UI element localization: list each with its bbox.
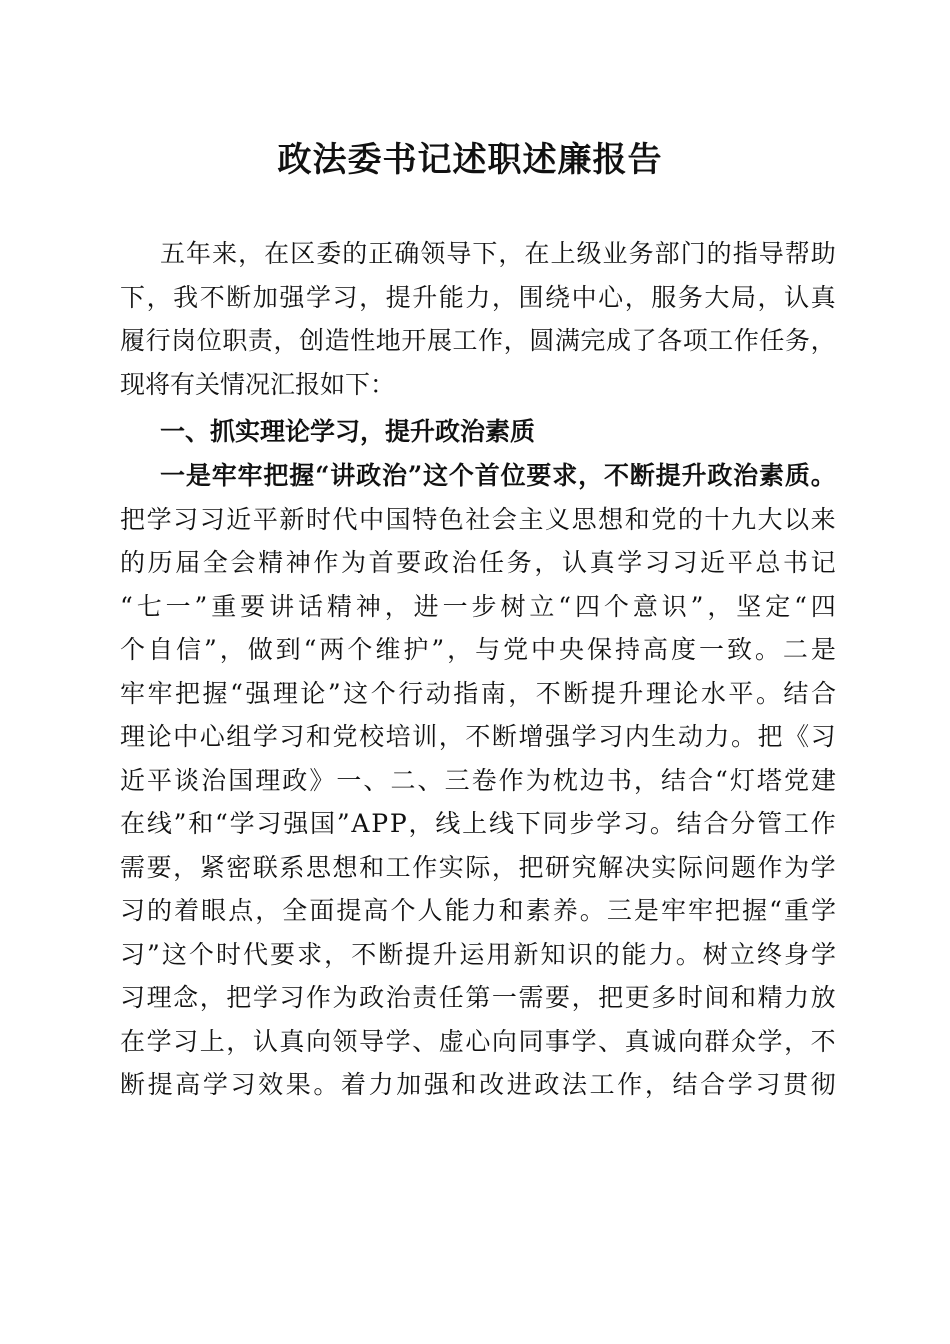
section-line: 近 平 谈 治 国 理 政 》 一 、 二 、 三 卷 作 为 枕 边 书 ， 结 合 “ 灯 塔 党 建 bbox=[120, 765, 836, 795]
section-line: 在 学 习 上 ， 认 真 向 领 导 学 、 虚 心 向 同 事 学 、 真 诚 向 群 众 学 ， 不 bbox=[120, 1026, 836, 1056]
section-line: 习 的 着 眼 点 ， 全 面 提 高 个 人 能 力 和 素 养 。 三 是 牢 牢 把 握 “ 重 学 bbox=[120, 896, 836, 925]
section-line: 一 是 牢 牢 把 握 “ 讲 政 治 ” 这 个 首 位 要 求 ， 不 断 提 升 政 治 素 质 。 bbox=[160, 461, 836, 490]
intro-line: 现将有关情况汇报如下： bbox=[120, 369, 396, 399]
section-line: 在 线 ” 和 “ 学 习 强 国 ” A P P ， 线 上 线 下 同 步 学 习 。 结 合 分 管 工 作 bbox=[120, 809, 836, 838]
section-line: 理 论 中 心 组 学 习 和 党 校 培 训 ， 不 断 增 强 学 习 内 生 动 力 。 把 《 习 bbox=[120, 722, 836, 751]
section-line: 习 ” 这 个 时 代 要 求 ， 不 断 提 升 运 用 新 知 识 的 能 力 。 树 立 终 身 学 bbox=[120, 939, 836, 969]
intro-line: 履 行 岗 位 职 责 ， 创 造 性 地 开 展 工 作 ， 圆 满 完 成 了 各 项 工 作 任 务 ， bbox=[120, 326, 836, 355]
intro-paragraph bbox=[120, 232, 836, 406]
section-line: 需 要 ， 紧 密 联 系 思 想 和 工 作 实 际 ， 把 研 究 解 决 实 际 问 题 作 为 学 bbox=[120, 852, 836, 882]
section-line: 把 学 习 习 近 平 新 时 代 中 国 特 色 社 会 主 义 思 想 和 党 的 十 九 大 以 来 bbox=[120, 504, 836, 534]
section-line: 习 理 念 ， 把 学 习 作 为 政 治 责 任 第 一 需 要 ， 把 更 多 时 间 和 精 力 放 bbox=[120, 983, 836, 1012]
section-line: 断 提 高 学 习 效 果 。 着 力 加 强 和 改 进 政 法 工 作 ， 结 合 学 习 贯 彻 bbox=[120, 1070, 836, 1099]
section-line: 个 自 信 ” ， 做 到 “ 两 个 维 护 ” ， 与 党 中 央 保 持 高 度 一 致 。 二 是 bbox=[120, 635, 836, 664]
section-line: 牢 牢 把 握 “ 强 理 论 ” 这 个 行 动 指 南 ， 不 断 提 升 理 论 水 平 。 结 合 bbox=[120, 678, 836, 708]
section-paragraph bbox=[120, 454, 836, 1107]
section-line: “ 七 一 ” 重 要 讲 话 精 神 ， 进 一 步 树 立 “ 四 个 意 识 ” ， 坚 定 “ 四 bbox=[120, 591, 836, 621]
section-heading: 一、抓实理论学习，提升政治素质 bbox=[160, 417, 536, 446]
intro-line: 下 ， 我 不 断 加 强 学 习 ， 提 升 能 力 ， 围 绕 中 心 ， 服 务 大 局 ， 认 真 bbox=[120, 282, 836, 312]
intro-line: 五 年 来 ， 在 区 委 的 正 确 领 导 下 ， 在 上 级 业 务 部 门 的 指 导 帮 助 bbox=[160, 239, 836, 268]
section-line: 的 历 届 全 会 精 神 作 为 首 要 政 治 任 务 ， 认 真 学 习 习 近 平 总 书 记 bbox=[120, 548, 836, 577]
document-title: 政法委书记述职述廉报告 bbox=[277, 140, 663, 180]
